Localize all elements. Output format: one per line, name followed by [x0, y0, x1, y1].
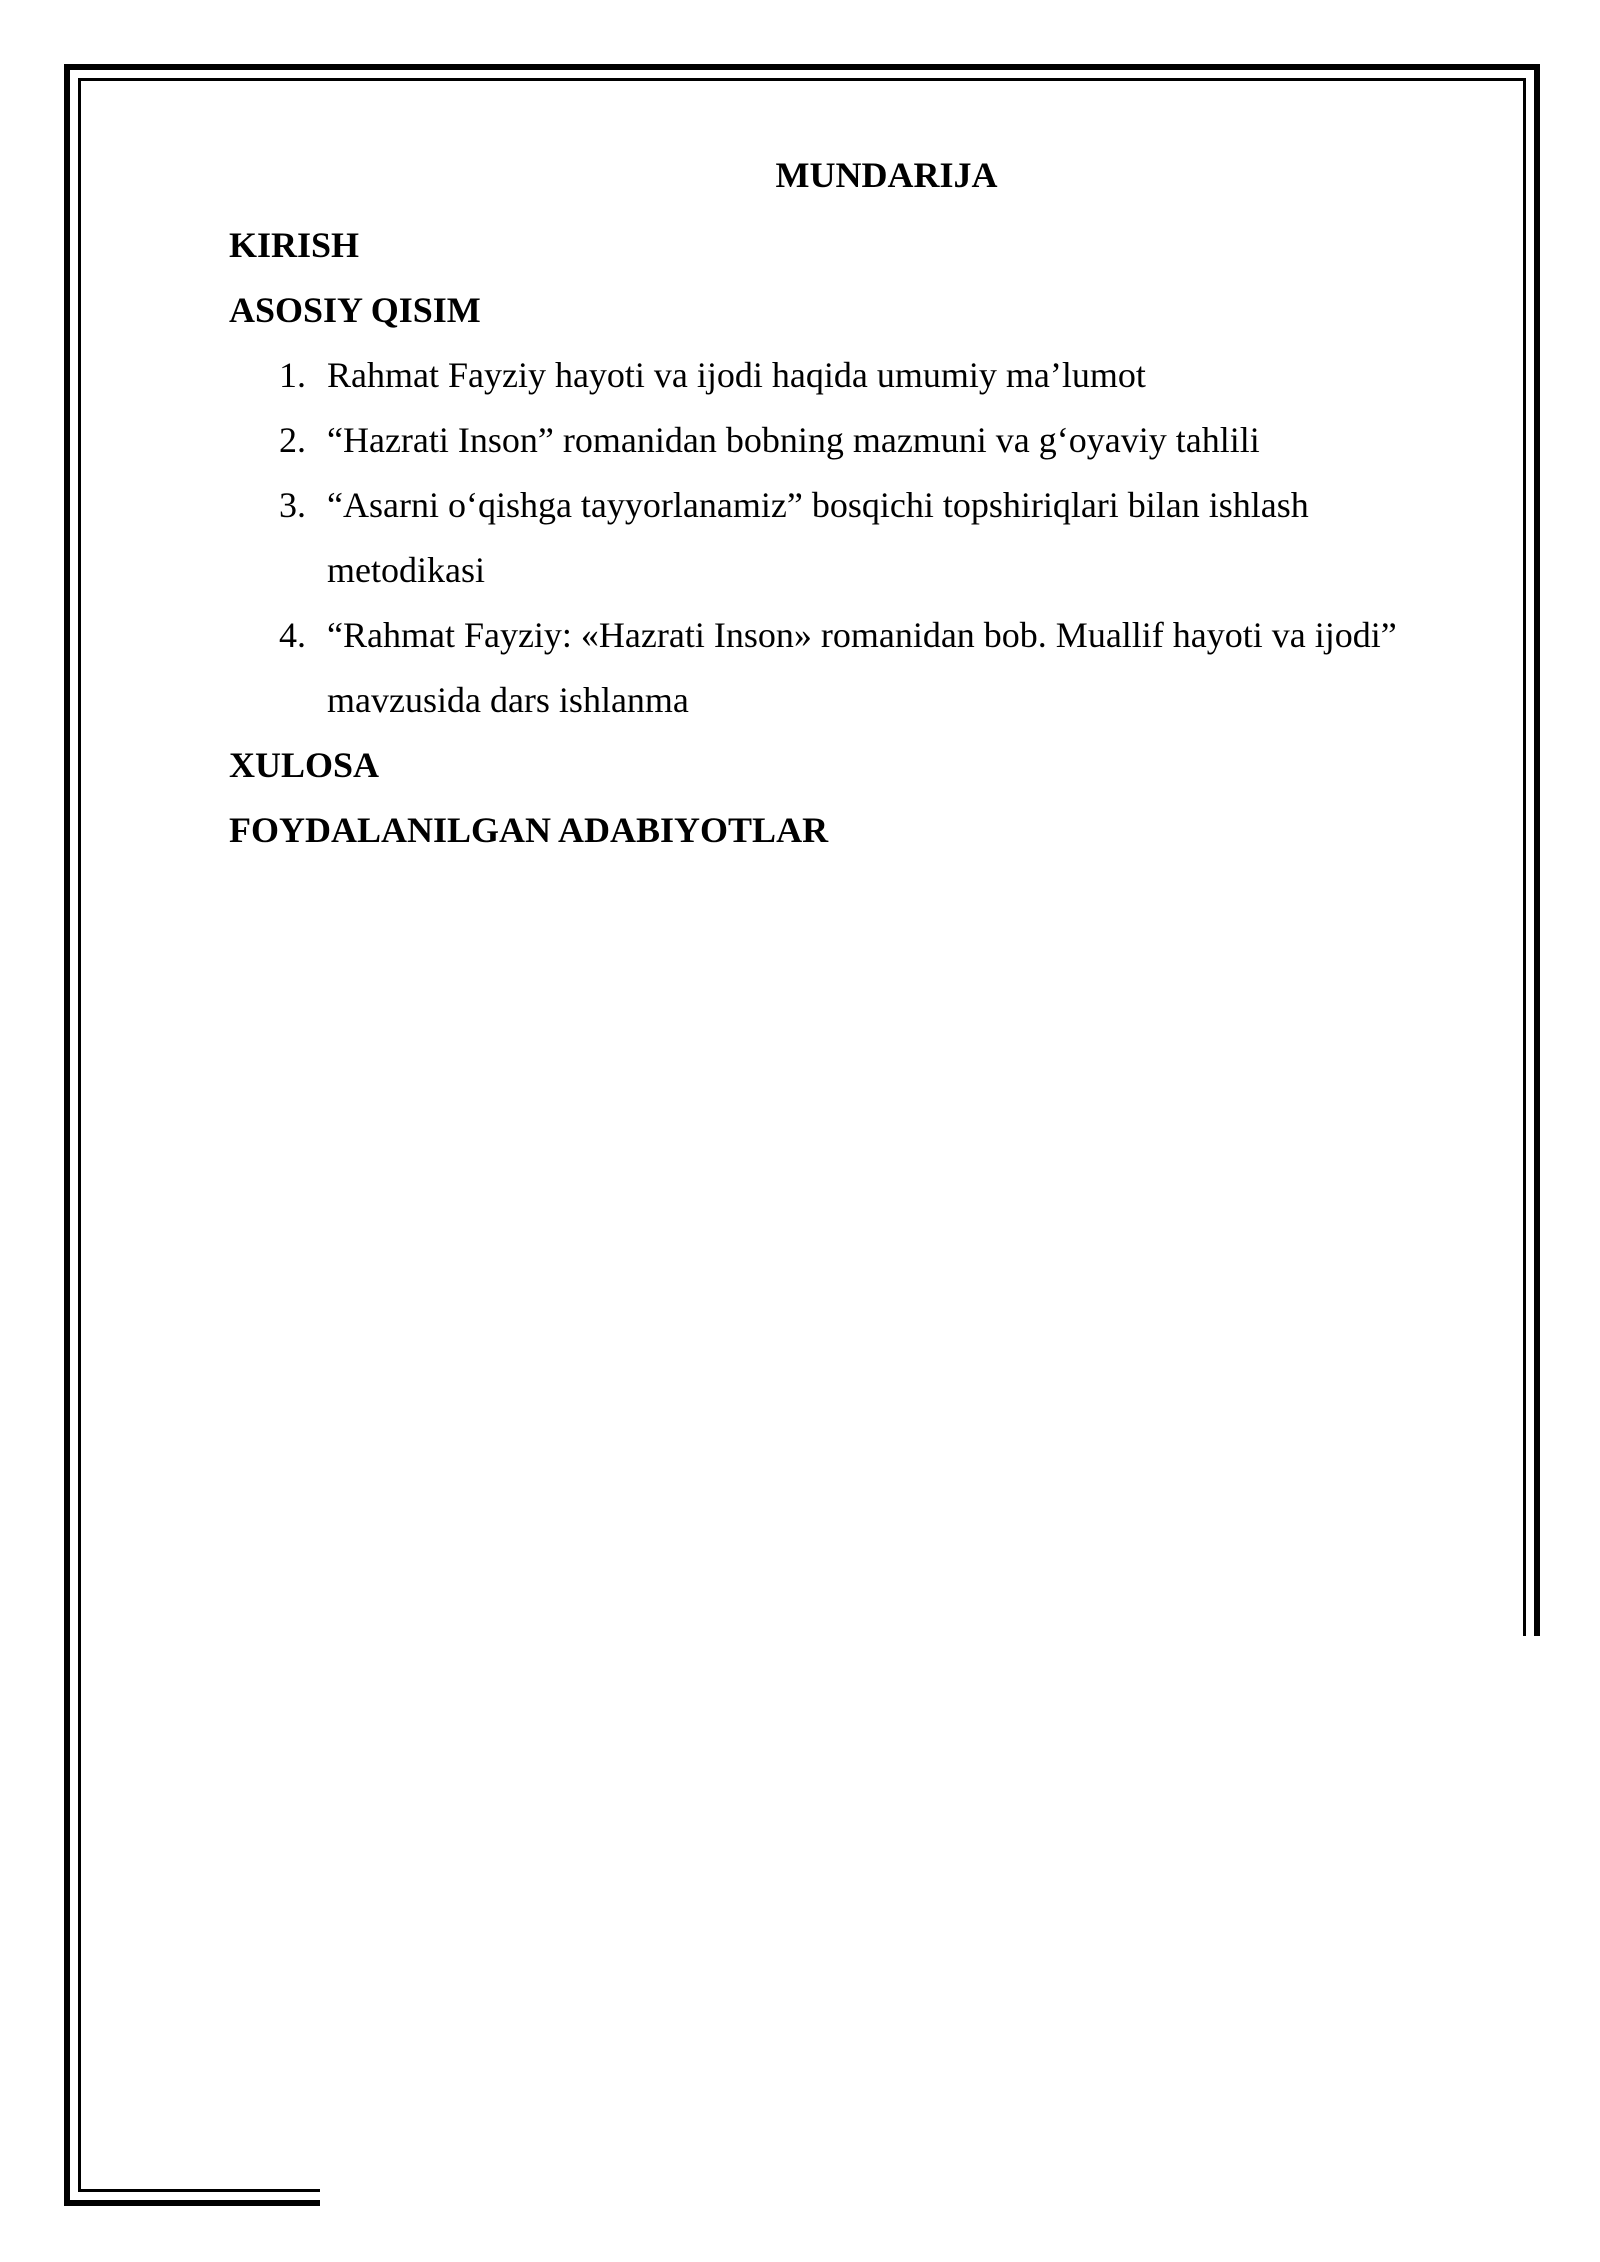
page-border-outer-left — [64, 64, 70, 2206]
toc-item-text: Rahmat Fayziy hayoti va ijodi haqida umumiy ma’lumot — [327, 355, 1146, 395]
toc-item-2 — [229, 408, 1459, 473]
toc-item-text: “Rahmat Fayziy: «Hazrati Inson» romanidan bob. Muallif hayoti va ijodi” mavzusida dars ishlanma — [327, 615, 1397, 720]
toc-item-text: “Asarni o‘qishga tayyorlanamiz” bosqichi topshiriqlari bilan ishlash metodikasi — [327, 485, 1309, 590]
toc-item-number: 3. — [279, 485, 306, 525]
toc-list — [229, 343, 1459, 733]
page-border-inner-left — [78, 78, 81, 2192]
page-border-outer-right — [1534, 64, 1540, 1636]
toc-heading-main-part: ASOSIY QISIM — [229, 290, 481, 330]
table-of-contents — [229, 148, 1459, 863]
page-border-inner-top — [78, 78, 1526, 81]
page-border-inner-right — [1523, 78, 1526, 1636]
toc-item-3 — [229, 473, 1459, 603]
page-border-outer-top — [64, 64, 1540, 70]
toc-item-number: 2. — [279, 420, 306, 460]
toc-item-number: 4. — [279, 615, 306, 655]
page-title: MUNDARIJA — [775, 155, 998, 195]
toc-item-text: “Hazrati Inson” romanidan bobning mazmuni va g‘oyaviy tahlili — [327, 420, 1260, 460]
page-border-inner-bottom — [78, 2189, 320, 2192]
page-border-outer-bottom — [64, 2200, 320, 2206]
toc-heading-references: FOYDALANILGAN ADABIYOTLAR — [229, 810, 829, 850]
toc-item-number: 1. — [279, 355, 306, 395]
toc-heading-intro: KIRISH — [229, 225, 360, 265]
toc-heading-conclusion: XULOSA — [229, 745, 380, 785]
toc-item-1 — [229, 343, 1459, 408]
toc-item-4 — [229, 603, 1459, 733]
